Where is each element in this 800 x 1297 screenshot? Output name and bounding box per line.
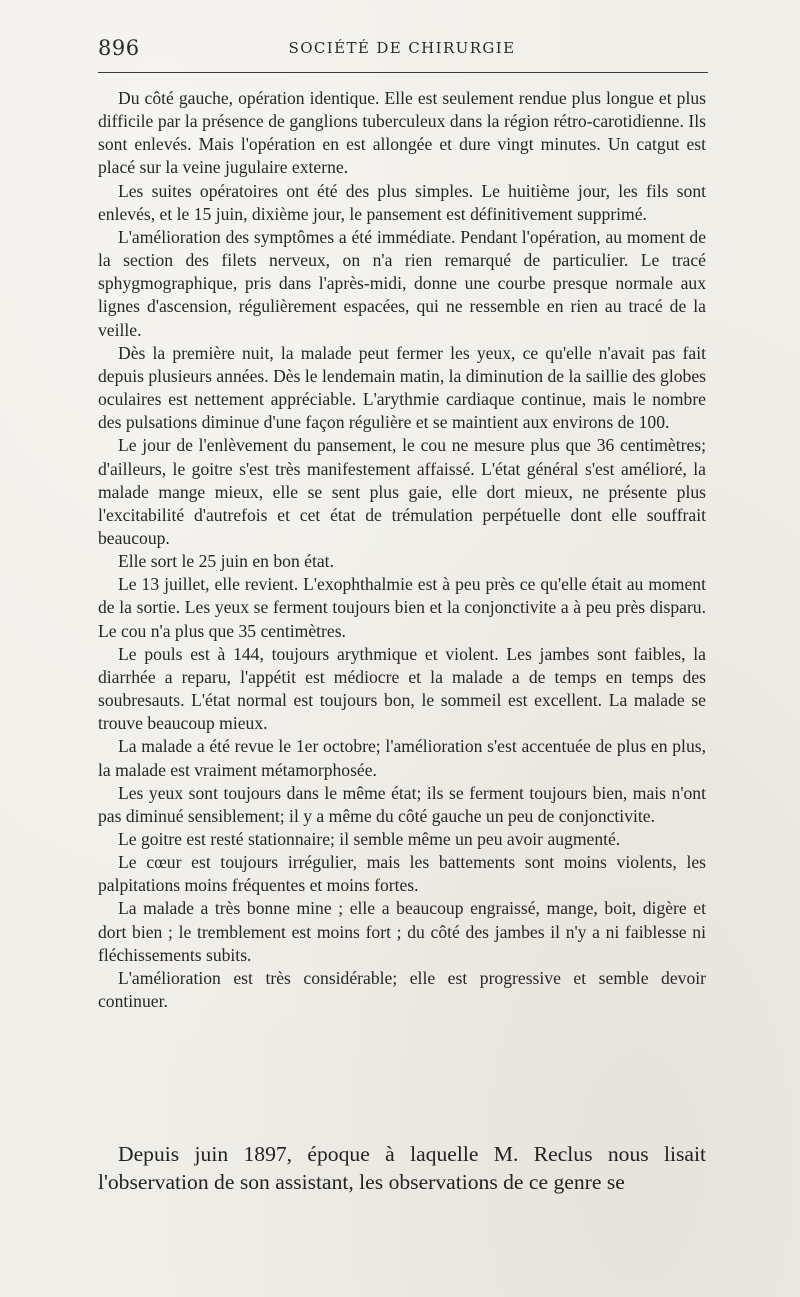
paragraph: L'amélioration est très considérable; elle est progressive et semble devoir continuer. — [98, 967, 706, 1012]
page-number: 896 — [98, 36, 140, 60]
closing-text — [98, 1140, 706, 1196]
paragraph: Le goitre est resté stationnaire; il semble même un peu avoir augmenté. — [118, 829, 621, 849]
paragraph: Du côté gauche, opération identique. Elle est seulement rendue plus longue et plus difficile par la présence de ganglions tuberculeux dans la région rétro-carotidienne. Ils sont enlevés. Mais l'opération en est allongée et dure vingt minutes. Un catgut est placé sur la veine jugulaire externe. — [98, 88, 706, 178]
closing-paragraph: Depuis juin 1897, époque à laquelle M. Reclus nous lisait l'observation de son assistant, les observations de ce genre se — [98, 1142, 706, 1194]
paragraph: Le cœur est toujours irrégulier, mais les battements sont moins violents, les palpitations moins fréquentes et moins fortes. — [98, 852, 706, 896]
body-text — [98, 87, 706, 1013]
paragraph: L'amélioration des symptômes a été immédiate. Pendant l'opération, au moment de la section des filets nerveux, on n'a rien remarqué de particulier. Le tracé sphygmographique, pris dans l'après-midi, donne une courbe presque normale aux lignes d'ascension, régulièrement espacées, qui ne ressemble en rien au tracé de la veille. — [98, 226, 706, 340]
journal-title: SOCIÉTÉ DE CHIRURGIE — [288, 39, 516, 57]
paragraph: La malade a très bonne mine ; elle a beaucoup engraissé, mange, boit, digère et dort bien ; le tremblement est moins fort ; du côté des jambes il n'y a ni faiblesse ni fléchissements subits. — [98, 898, 706, 965]
paragraph: Elle sort le 25 juin en bon état. — [118, 551, 334, 572]
paragraph: Les suites opératoires ont été des plus simples. Le huitième jour, les fils sont enlevés, et le 15 juin, dixième jour, le pansement est définitivement supprimé. — [98, 180, 706, 224]
paragraph: La malade a été revue le 1er octobre; l'amélioration s'est accentuée de plus en plus, la malade est vraiment métamorphosée. — [98, 736, 706, 780]
running-head — [98, 34, 706, 64]
paragraph: Le 13 juillet, elle revient. L'exophthalmie est à peu près ce qu'elle était au moment de la sortie. Les yeux se ferment toujours bien et la conjonctivite a à peu près disparu. Le cou n'a plus que 35 centimètres. — [98, 574, 706, 641]
paragraph: Le pouls est à 144, toujours arythmique et violent. Les jambes sont faibles, la diarrhée a reparu, l'appétit est médiocre et la malade a de temps en temps des soubresauts. L'état normal est toujours bon, le sommeil est excellent. La malade se trouve beaucoup mieux. — [98, 643, 706, 734]
paragraph: Dès la première nuit, la malade peut fermer les yeux, ce qu'elle n'avait pas fait depuis plusieurs années. Dès le lendemain matin, la diminution de la saillie des globes oculaires est nettement appréciable. L'arythmie cardiaque continue, mais le nombre des pulsations diminue d'une façon régulière et se maintient aux environs de 100. — [98, 342, 706, 433]
paragraph: Le jour de l'enlèvement du pansement, le cou ne mesure plus que 36 centimètres; d'ailleurs, le goitre s'est très manifestement affaissé. L'état général s'est amélioré, la malade mange mieux, elle se sent plus gaie, elle dort mieux, ne présente plus l'excitabilité d'autrefois et cet état de trémulation perpétuelle dont elle souffrait beaucoup. — [98, 435, 706, 548]
paragraph: Les yeux sont toujours dans le même état; ils se ferment toujours bien, mais n'ont pas diminué sensiblement; il y a même du côté gauche un peu de conjonctivite. — [98, 782, 706, 826]
header-rule — [98, 72, 708, 73]
